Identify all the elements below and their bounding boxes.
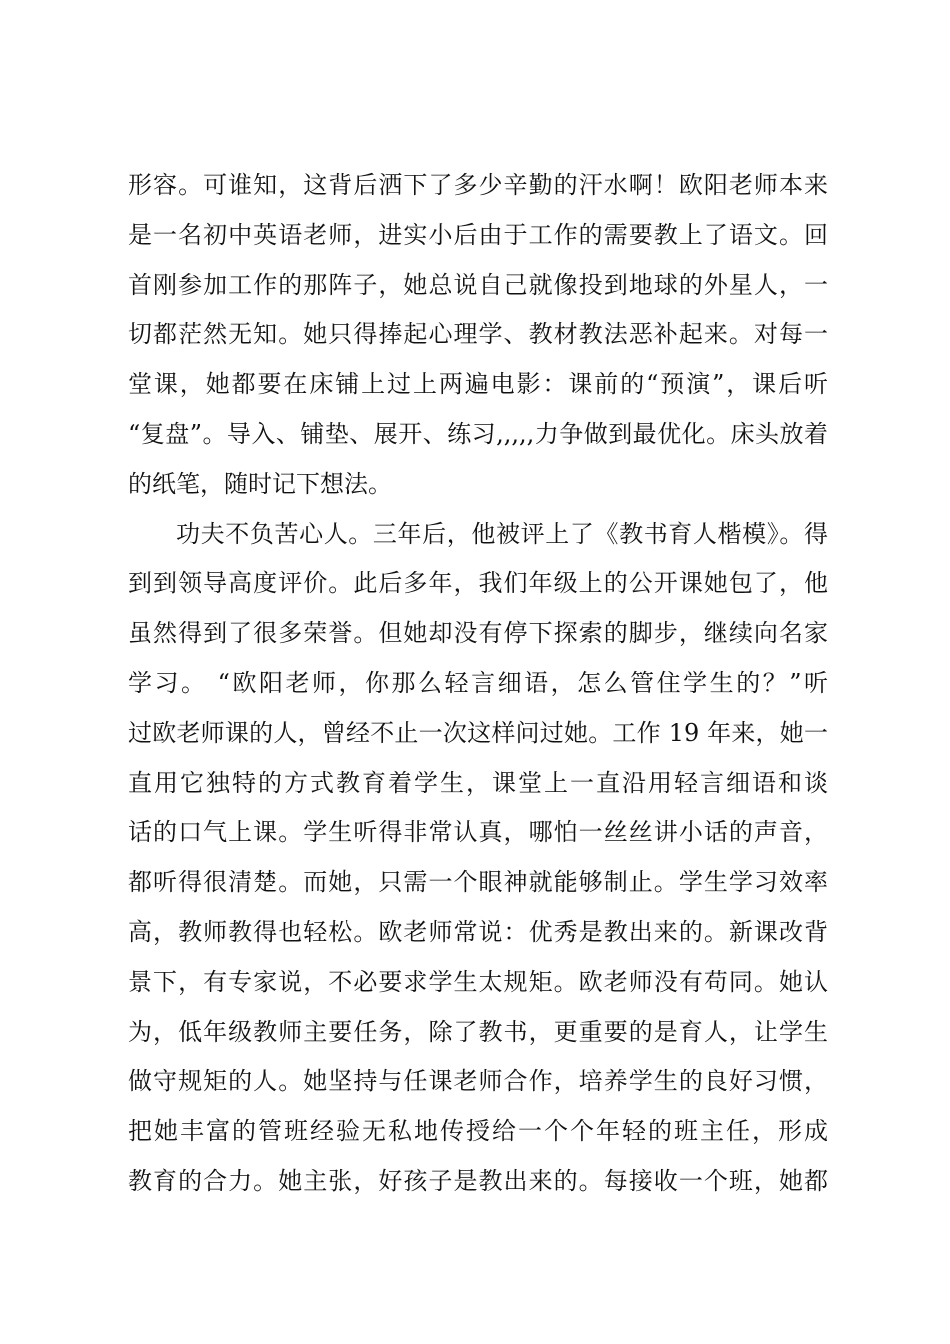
text-line: 高，教师教得也轻松。欧老师常说：优秀是教出来的。新课改背 <box>128 917 828 946</box>
text-line: 学习。 “欧阳老师，你那么轻言细语，怎么管住学生的？”听 <box>128 668 828 697</box>
text-line: 堂课，她都要在床铺上过上两遍电影：课前的“预演”，课后听 <box>128 370 828 399</box>
text-line: 到到领导高度评价。此后多年，我们年级上的公开课她包了，他 <box>128 569 828 598</box>
text-line: 直用它独特的方式教育着学生，课堂上一直沿用轻言细语和谈 <box>128 768 828 797</box>
text-line: 切都茫然无知。她只得捧起心理学、教材教法恶补起来。对每一 <box>128 320 828 349</box>
text-line: 的纸笔，随时记下想法。 <box>128 469 392 498</box>
text-line: “复盘”。导入、铺垫、展开、练习,,,,,力争做到最优化。床头放着 <box>128 419 828 448</box>
text-line: 是一名初中英语老师，进实小后由于工作的需要教上了语文。回 <box>128 220 828 249</box>
text-line: 都听得很清楚。而她，只需一个眼神就能够制止。学生学习效率 <box>128 868 828 897</box>
text-line: 景下，有专家说，不必要求学生太规矩。欧老师没有苟同。她认 <box>128 967 828 996</box>
text-line: 功夫不负苦心人。三年后，他被评上了《教书育人楷模》。得 <box>176 519 828 548</box>
text-line: 做守规矩的人。她坚持与任课老师合作，培养学生的良好习惯， <box>128 1067 828 1096</box>
text-line: 教育的合力。她主张，好孩子是教出来的。每接收一个班，她都 <box>128 1166 828 1195</box>
text-line: 为，低年级教师主要任务，除了教书，更重要的是育人，让学生 <box>128 1017 828 1046</box>
text-line: 首刚参加工作的那阵子，她总说自己就像投到地球的外星人，一 <box>128 270 828 299</box>
text-line: 虽然得到了很多荣誉。但她却没有停下探索的脚步，继续向名家 <box>128 619 828 648</box>
text-line: 把她丰富的管班经验无私地传授给一个个年轻的班主任，形成 <box>128 1117 828 1146</box>
text-line: 过欧老师课的人，曾经不止一次这样问过她。工作 19 年来，她一 <box>128 718 828 747</box>
text-line: 形容。可谁知，这背后洒下了多少辛勤的汗水啊！欧阳老师本来 <box>128 171 828 199</box>
body-text <box>128 161 828 1207</box>
text-line: 话的口气上课。学生听得非常认真，哪怕一丝丝讲小话的声音， <box>128 818 828 847</box>
